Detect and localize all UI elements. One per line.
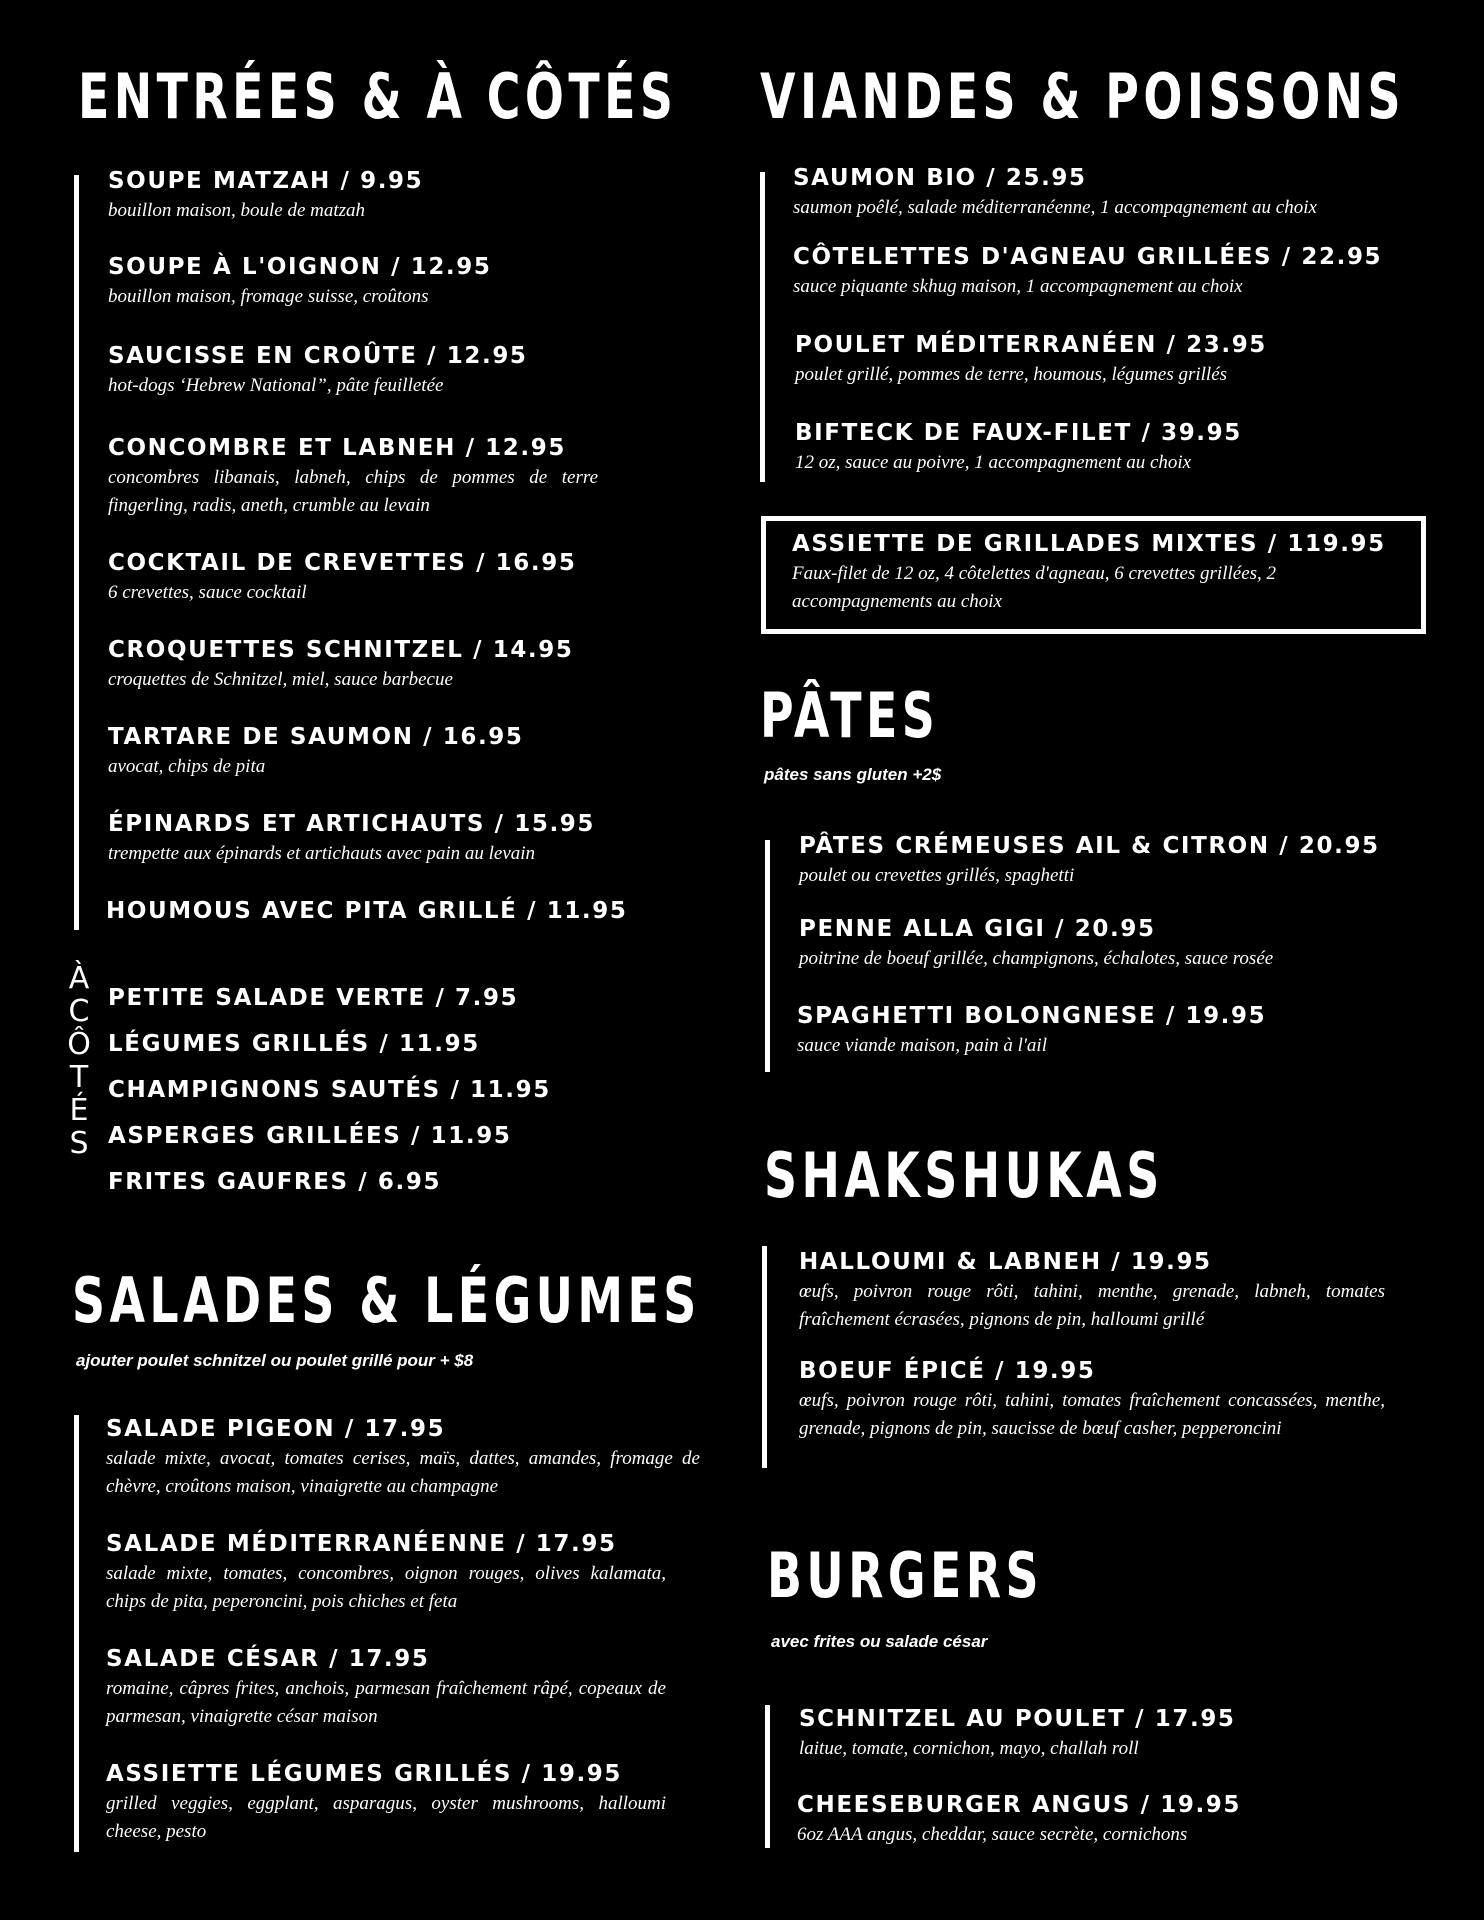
menu-item — [799, 1357, 1385, 1443]
heading-entrees: ENTRÉES & À CÔTÉS — [78, 60, 678, 133]
item-desc: laitue, tomate, cornichon, mayo, challah roll — [799, 1738, 1139, 1759]
item-title: CÔTELETTES D'AGNEAU GRILLÉES / 22.95 — [793, 244, 1383, 270]
menu-item — [106, 897, 646, 925]
item-title: CROQUETTES SCHNITZEL / 14.95 — [108, 637, 574, 663]
item-title: SOUPE À L'OIGNON / 12.95 — [108, 254, 492, 280]
item-desc: poulet ou crevettes grillés, spaghetti — [799, 865, 1075, 886]
menu-item — [799, 832, 1439, 890]
side-item: PETITE SALADE VERTE / 7.95 — [108, 985, 519, 1011]
heading-shakshukas: SHAKSHUKAS — [764, 1139, 1164, 1212]
menu-item — [795, 419, 1435, 477]
item-title: PENNE ALLA GIGI / 20.95 — [799, 916, 1156, 942]
item-desc: Faux-filet de 12 oz, 4 côtelettes d'agneau, 6 crevettes grillées, 2 accompagnements au choix — [792, 563, 1277, 612]
section-bar — [74, 1415, 79, 1852]
item-desc: poitrine de boeuf grillée, champignons, échalotes, sauce rosée — [799, 948, 1274, 969]
menu-item — [797, 1002, 1437, 1060]
featured-menu-item — [792, 530, 1412, 616]
side-item: LÉGUMES GRILLÉS / 11.95 — [108, 1031, 480, 1057]
heading-burgers: BURGERS — [767, 1539, 1044, 1612]
menu-item — [799, 1705, 1439, 1763]
menu-item — [795, 331, 1435, 389]
item-title: SAUMON BIO / 25.95 — [793, 165, 1087, 191]
menu-item — [108, 167, 608, 225]
item-desc: avocat, chips de pita — [108, 756, 266, 777]
item-title: ASSIETTE DE GRILLADES MIXTES / 119.95 — [792, 531, 1386, 557]
heading-viandes: VIANDES & POISSONS — [760, 60, 1406, 133]
item-desc: salade mixte, tomates, concombres, oignon rouges, olives kalamata, chips de pita, peperoncini, pois chiches et feta — [106, 1563, 666, 1612]
item-desc: concombres libanais, labneh, chips de pommes de terre fingerling, radis, aneth, crumble au levain — [108, 467, 598, 516]
item-title: SALADE PIGEON / 17.95 — [106, 1416, 446, 1442]
item-title: SALADE CÉSAR / 17.95 — [106, 1646, 430, 1672]
item-title: SOUPE MATZAH / 9.95 — [108, 168, 424, 194]
menu-item — [108, 253, 608, 311]
item-desc: trempette aux épinards et artichauts avec pain au levain — [108, 843, 536, 864]
side-item: FRITES GAUFRES / 6.95 — [108, 1169, 442, 1195]
item-title: HALLOUMI & LABNEH / 19.95 — [799, 1249, 1212, 1275]
section-bar — [74, 175, 79, 930]
menu-item — [106, 1645, 666, 1731]
menu-item — [108, 342, 608, 400]
item-desc: croquettes de Schnitzel, miel, sauce barbecue — [108, 669, 453, 690]
item-title: PÂTES CRÉMEUSES AIL & CITRON / 20.95 — [799, 833, 1380, 859]
menu-item — [793, 164, 1433, 222]
item-desc: sauce piquante skhug maison, 1 accompagnement au choix — [793, 276, 1243, 297]
item-title: TARTARE DE SAUMON / 16.95 — [108, 724, 524, 750]
menu-item — [799, 915, 1439, 973]
item-title: SPAGHETTI BOLONGNESE / 19.95 — [797, 1003, 1267, 1029]
section-note: pâtes sans gluten +2$ — [764, 765, 942, 784]
item-title: HOUMOUS AVEC PITA GRILLÉ / 11.95 — [106, 898, 628, 924]
menu-item — [797, 1791, 1437, 1849]
menu-item — [106, 1415, 700, 1501]
item-desc: salade mixte, avocat, tomates cerises, maïs, dattes, amandes, fromage de chèvre, croûtons maison, vinaigrette au champagne — [106, 1448, 700, 1497]
menu-item — [106, 1760, 666, 1846]
menu-item — [793, 243, 1433, 301]
menu-item — [106, 1530, 666, 1616]
item-title: SAUCISSE EN CROÛTE / 12.95 — [108, 343, 528, 369]
section-bar — [760, 172, 765, 482]
item-desc: bouillon maison, boule de matzah — [108, 200, 366, 221]
section-bar — [765, 840, 770, 1072]
item-title: SALADE MÉDITERRANÉENNE / 17.95 — [106, 1531, 617, 1557]
heading-salades: SALADES & LÉGUMES — [72, 1264, 701, 1337]
item-title: BIFTECK DE FAUX-FILET / 39.95 — [795, 420, 1242, 446]
item-desc: poulet grillé, pommes de terre, houmous, légumes grillés — [795, 364, 1228, 385]
item-title: SCHNITZEL AU POULET / 17.95 — [799, 1706, 1236, 1732]
item-desc: 6 crevettes, sauce cocktail — [108, 582, 307, 603]
side-item: ASPERGES GRILLÉES / 11.95 — [108, 1123, 512, 1149]
section-note: avec frites ou salade césar — [771, 1632, 988, 1651]
section-bar — [762, 1246, 767, 1468]
item-title: ASSIETTE LÉGUMES GRILLÉS / 19.95 — [106, 1761, 622, 1787]
item-desc: bouillon maison, fromage suisse, croûtons — [108, 286, 429, 307]
item-title: ÉPINARDS ET ARTICHAUTS / 15.95 — [108, 811, 595, 837]
item-desc: sauce viande maison, pain à l'ail — [797, 1035, 1047, 1056]
item-desc: œufs, poivron rouge rôti, tahini, tomates fraîchement concassées, menthe, grenade, pignons de pin, saucisse de bœuf casher, pepperoncini — [799, 1390, 1385, 1439]
menu-item — [108, 549, 608, 607]
item-desc: saumon poêlé, salade méditerranéenne, 1 accompagnement au choix — [793, 197, 1317, 218]
menu-item — [108, 434, 598, 520]
sides-vertical-label: À C Ô T É S — [67, 961, 91, 1161]
item-title: CHEESEBURGER ANGUS / 19.95 — [797, 1792, 1241, 1818]
item-desc: 6oz AAA angus, cheddar, sauce secrète, cornichons — [797, 1824, 1188, 1845]
section-note: ajouter poulet schnitzel ou poulet grillé pour + $8 — [76, 1351, 474, 1370]
heading-pates: PÂTES — [760, 679, 940, 752]
section-bar — [765, 1705, 770, 1848]
item-desc: romaine, câpres frites, anchois, parmesan fraîchement râpé, copeaux de parmesan, vinaigrette césar maison — [106, 1678, 666, 1727]
menu-item — [108, 810, 628, 868]
item-desc: hot-dogs ‘Hebrew National”, pâte feuilletée — [108, 375, 444, 396]
side-item: CHAMPIGNONS SAUTÉS / 11.95 — [108, 1077, 551, 1103]
item-desc: œufs, poivron rouge rôti, tahini, menthe, grenade, labneh, tomates fraîchement écrasées, pignons de pin, halloumi grillé — [799, 1281, 1385, 1330]
menu-item — [108, 723, 608, 781]
item-title: CONCOMBRE ET LABNEH / 12.95 — [108, 435, 566, 461]
item-title: POULET MÉDITERRANÉEN / 23.95 — [795, 332, 1267, 358]
menu-item — [799, 1248, 1385, 1334]
menu-item — [108, 636, 608, 694]
item-desc: 12 oz, sauce au poivre, 1 accompagnement au choix — [795, 452, 1192, 473]
item-desc: grilled veggies, eggplant, asparagus, oyster mushrooms, halloumi cheese, pesto — [106, 1793, 666, 1842]
item-title: COCKTAIL DE CREVETTES / 16.95 — [108, 550, 577, 576]
item-title: BOEUF ÉPICÉ / 19.95 — [799, 1358, 1096, 1384]
